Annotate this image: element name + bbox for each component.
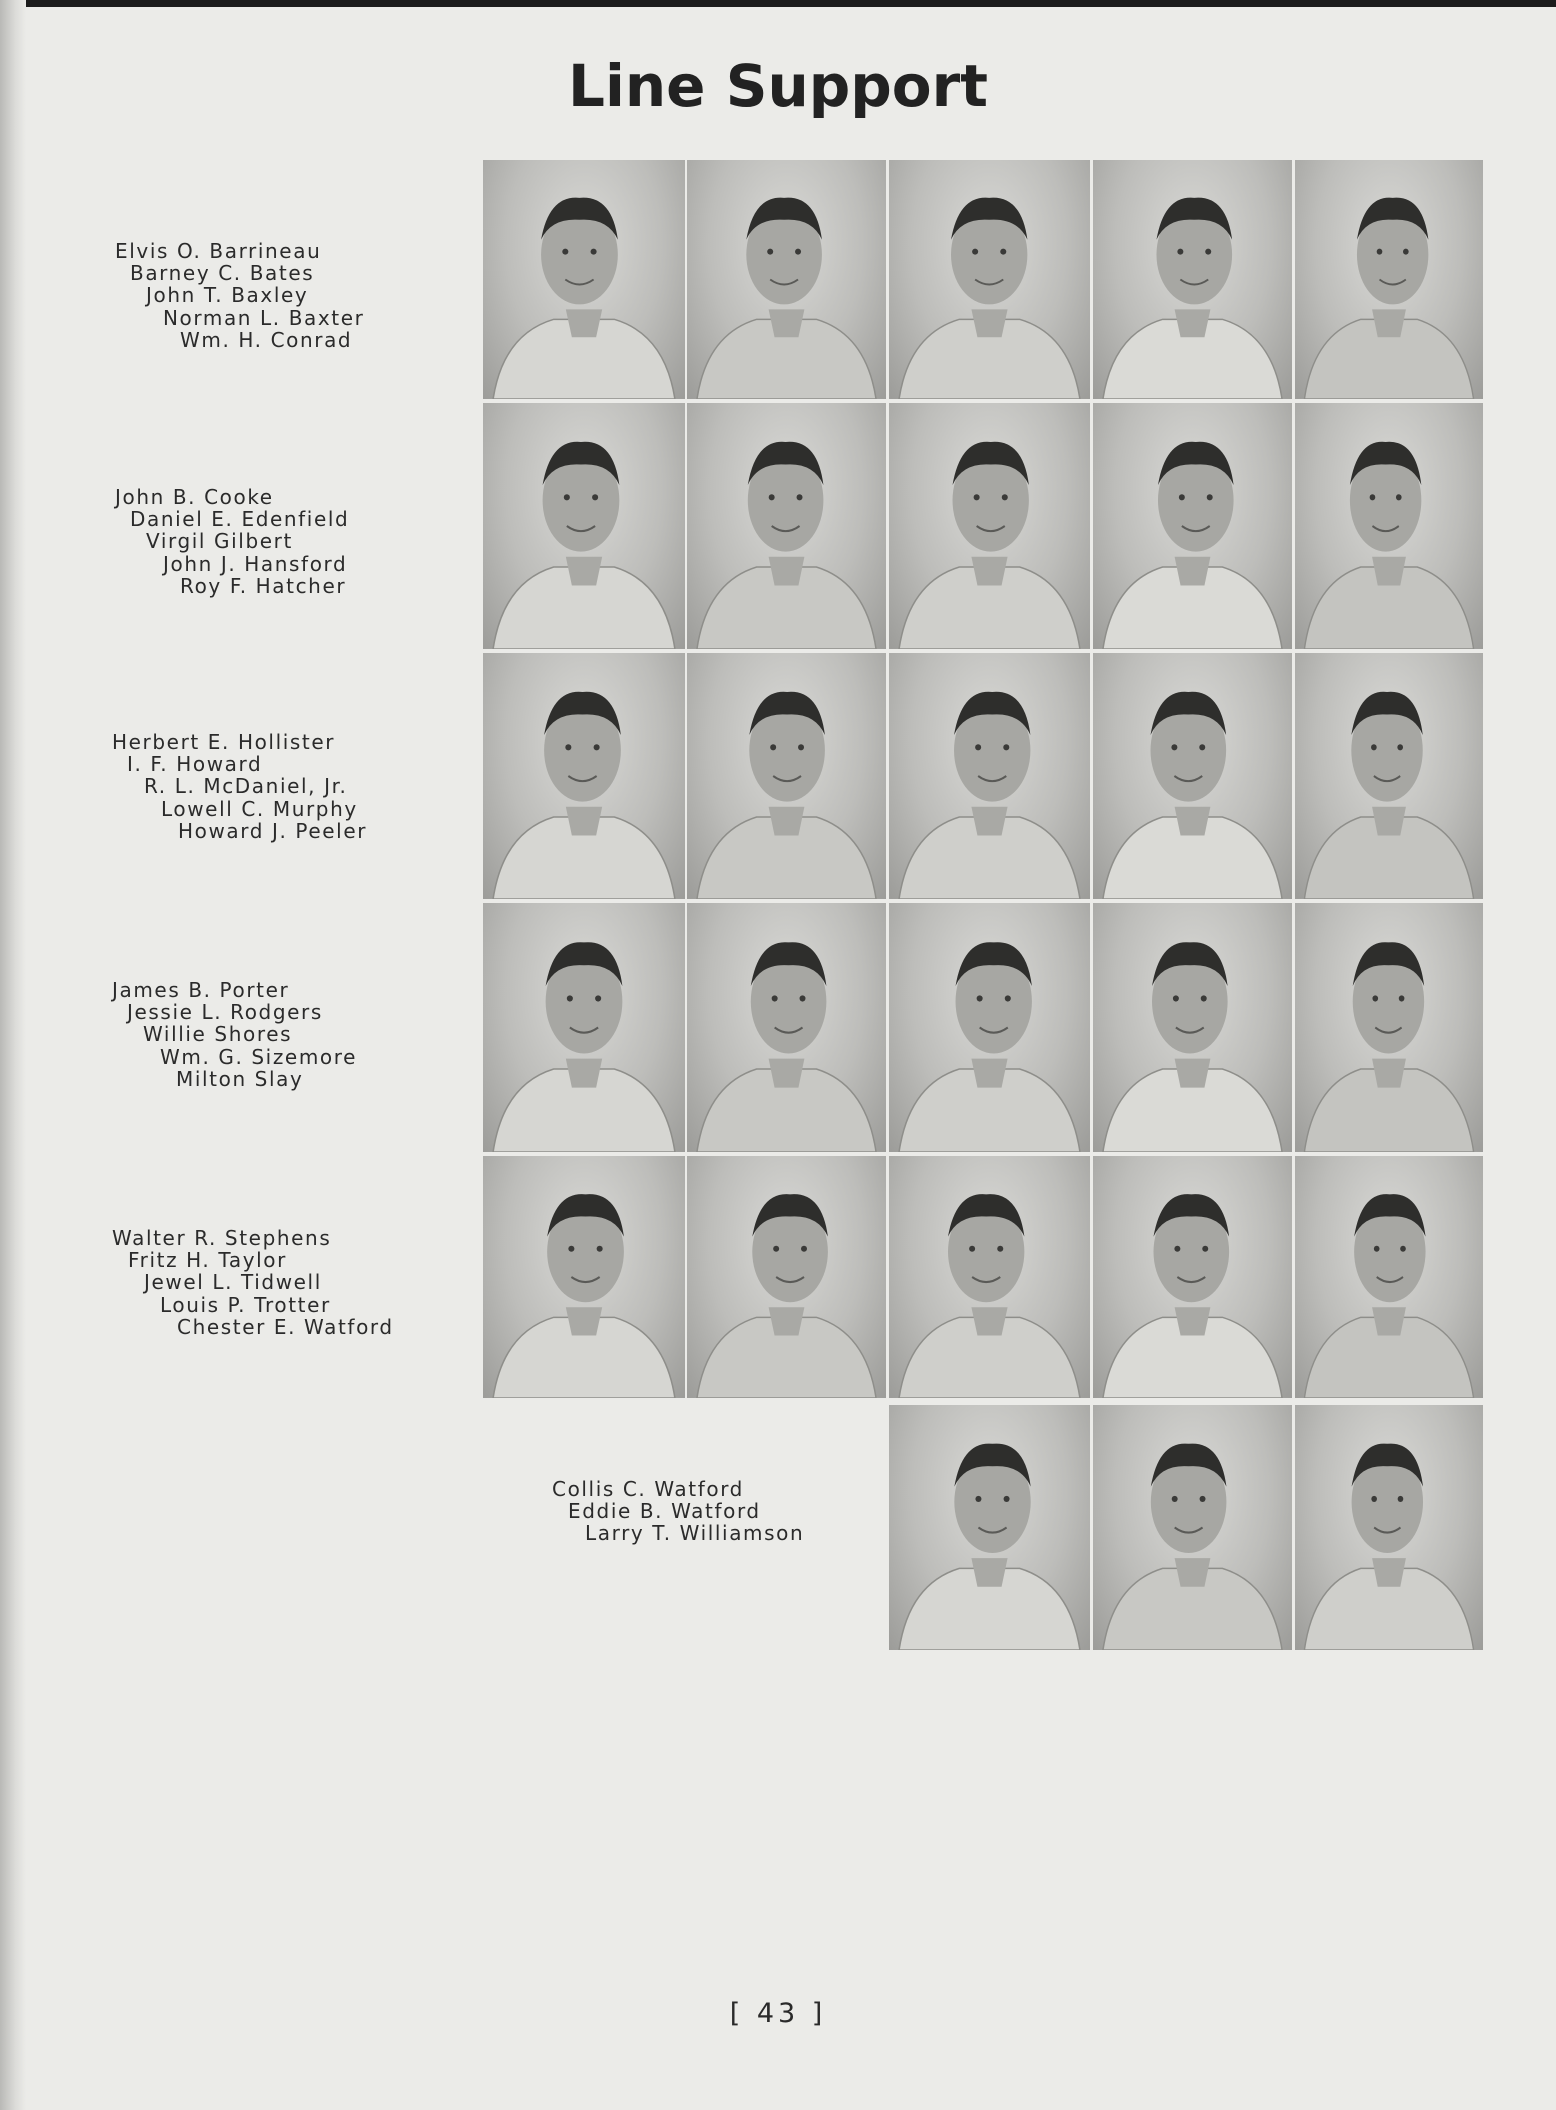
portrait-photo — [889, 653, 1090, 899]
person-name: I. F. Howard — [127, 752, 263, 777]
page-title: Line Support — [568, 52, 988, 120]
portrait-photo — [483, 403, 685, 649]
portrait-photo — [1295, 403, 1483, 649]
portrait-photo — [1093, 653, 1292, 899]
portrait-photo — [889, 1405, 1090, 1650]
name-list-row-2 — [115, 486, 349, 597]
name-list-row-6 — [552, 1478, 804, 1545]
person-name: Milton Slay — [176, 1066, 304, 1091]
portrait-photo — [687, 903, 886, 1152]
person-name: John B. Cooke — [115, 485, 274, 509]
person-name: James B. Porter — [112, 978, 290, 1002]
page-number: [ 43 ] — [729, 1998, 827, 2029]
person-name: Walter R. Stephens — [112, 1226, 332, 1250]
person-name: Louis P. Trotter — [160, 1292, 331, 1317]
person-name: Wm. G. Sizemore — [160, 1044, 358, 1069]
portrait-photo — [1295, 903, 1483, 1152]
portrait-photo — [1295, 160, 1483, 399]
portrait-photo — [889, 1156, 1090, 1398]
portrait-photo — [1093, 903, 1292, 1152]
person-name: Norman L. Baxter — [163, 305, 365, 330]
person-name: Barney C. Bates — [130, 261, 315, 286]
person-name: Roy F. Hatcher — [180, 573, 347, 598]
person-name: John J. Hansford — [163, 551, 348, 576]
person-name: R. L. McDaniel, Jr. — [144, 774, 348, 799]
name-list-row-4 — [112, 979, 357, 1090]
portrait-photo — [483, 653, 685, 899]
portrait-photo — [1295, 1405, 1483, 1650]
person-name: Eddie B. Watford — [568, 1499, 761, 1524]
person-name: Jessie L. Rodgers — [127, 1000, 323, 1025]
portrait-photo — [1093, 1156, 1292, 1398]
page-top-edge — [0, 0, 1556, 7]
portrait-photo — [687, 403, 886, 649]
name-list-row-3 — [112, 731, 367, 842]
person-name: Wm. H. Conrad — [180, 327, 353, 352]
person-name: Collis C. Watford — [552, 1477, 744, 1501]
portrait-photo — [1295, 1156, 1483, 1398]
portrait-photo — [1093, 1405, 1292, 1650]
person-name: Chester E. Watford — [177, 1314, 394, 1339]
portrait-photo — [1093, 160, 1292, 399]
portrait-photo — [687, 1156, 886, 1398]
portrait-photo — [889, 403, 1090, 649]
binding-shadow — [0, 0, 26, 2110]
portrait-photo — [889, 903, 1090, 1152]
person-name: Fritz H. Taylor — [128, 1248, 287, 1273]
person-name: Jewel L. Tidwell — [144, 1270, 322, 1295]
person-name: Howard J. Peeler — [178, 818, 368, 843]
name-list-row-5 — [112, 1227, 394, 1338]
portrait-photo — [483, 1156, 685, 1398]
name-list-row-1 — [115, 240, 364, 351]
person-name: Elvis O. Barrineau — [115, 239, 322, 263]
person-name: Lowell C. Murphy — [161, 796, 358, 821]
person-name: Herbert E. Hollister — [112, 730, 336, 754]
person-name: John T. Baxley — [146, 283, 309, 308]
portrait-photo — [1295, 653, 1483, 899]
person-name: Larry T. Williamson — [585, 1521, 805, 1546]
portrait-photo — [687, 160, 886, 399]
portrait-photo — [889, 160, 1090, 399]
portrait-photo — [687, 653, 886, 899]
person-name: Willie Shores — [143, 1022, 293, 1047]
person-name: Virgil Gilbert — [146, 529, 293, 554]
portrait-photo — [483, 903, 685, 1152]
portrait-photo — [483, 160, 685, 399]
portrait-photo — [1093, 403, 1292, 649]
person-name: Daniel E. Edenfield — [130, 507, 350, 532]
